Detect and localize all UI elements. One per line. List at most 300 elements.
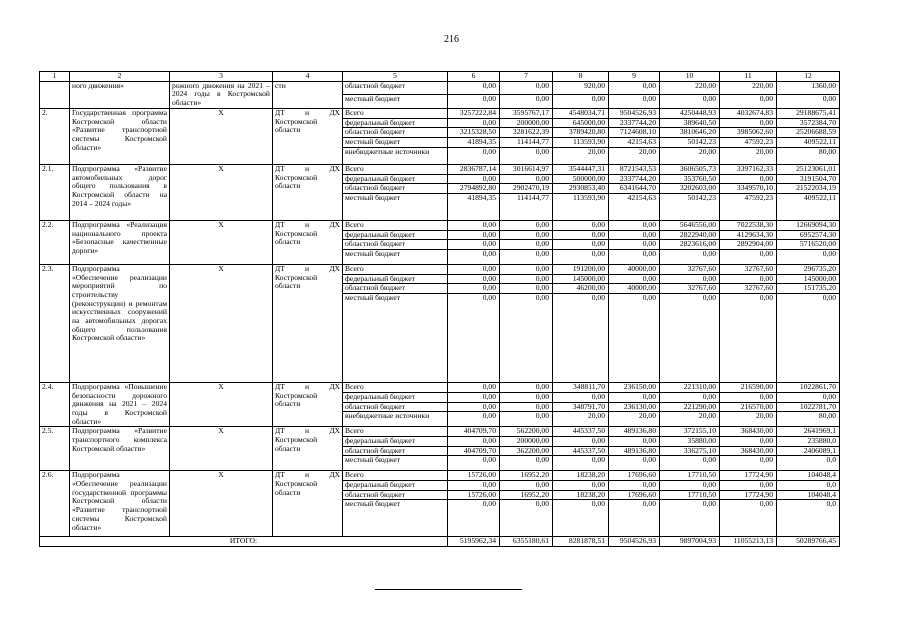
amount-cell: 0,00 [448, 500, 500, 537]
amount-cell: 17696,60 [609, 471, 660, 481]
amount-cell: 50142,23 [660, 193, 720, 220]
amount-cell: 0,00 [609, 500, 660, 537]
amount-cell: 32767,60 [720, 264, 777, 274]
amount-cell: 25123061,01 [777, 164, 840, 174]
amount-cell: 0,00 [448, 274, 500, 284]
amount-cell: 0,00 [660, 392, 720, 402]
amount-cell: 3215328,50 [448, 128, 500, 138]
amount-cell: 0,00 [500, 95, 553, 109]
funding-source: местный бюджет [343, 293, 448, 382]
funding-source: областной бюджет [343, 128, 448, 138]
amount-cell: 0,00 [720, 392, 777, 402]
amount-cell: 0,00 [448, 174, 500, 184]
funding-source: местный бюджет [343, 193, 448, 220]
amount-cell: 0,00 [553, 392, 609, 402]
program-name: Подпрограмма «Обеспечение реализации мероприятий по строительству (реконструкции) и ремонтам искусственных сооружений на автомобильных дорогах общего пользования Костромской области» [70, 264, 170, 382]
amount-cell: 0,00 [500, 284, 553, 294]
total-amount: 50289766,45 [777, 537, 840, 547]
amount-cell: 20,00 [553, 147, 609, 164]
table-body [40, 72, 840, 547]
funding-source: внебюджетные источники [343, 147, 448, 164]
amount-cell: 0,00 [609, 274, 660, 284]
funding-source: областной бюджет [343, 402, 448, 412]
amount-cell: 0,00 [500, 240, 553, 250]
amount-cell: 0,00 [500, 274, 553, 284]
amount-cell: 7022538,30 [720, 220, 777, 230]
amount-cell: 500000,00 [553, 174, 609, 184]
funding-source: федеральный бюджет [343, 481, 448, 491]
table-row [40, 427, 840, 437]
footer-divider [375, 589, 522, 590]
funding-source: областной бюджет [343, 446, 448, 456]
amount-cell: 562200,00 [500, 427, 553, 437]
amount-cell: 104048,4 [777, 490, 840, 500]
amount-cell: 0,00 [720, 95, 777, 109]
table-row [40, 108, 840, 118]
amount-cell: 42154,63 [609, 193, 660, 220]
amount-cell: 1022781,70 [777, 402, 840, 412]
amount-cell: 20,00 [609, 412, 660, 427]
total-amount: 9897004,93 [660, 537, 720, 547]
amount-cell: 17696,60 [609, 490, 660, 500]
amount-cell: 404709,70 [448, 427, 500, 437]
amount-cell: 0,00 [500, 412, 553, 427]
total-label: ИТОГО: [40, 537, 448, 547]
amount-cell: 445337,50 [553, 427, 609, 437]
amount-cell: 3789420,80 [553, 128, 609, 138]
amount-cell: 5716520,00 [777, 240, 840, 250]
amount-cell: 0,00 [500, 382, 553, 392]
amount-cell: 0,00 [660, 293, 720, 382]
amount-cell: 409522,11 [777, 137, 840, 147]
amount-cell: 0,00 [448, 249, 500, 264]
amount-cell: 9504526,93 [609, 108, 660, 118]
amount-cell: 0,00 [448, 382, 500, 392]
total-row [40, 537, 840, 547]
amount-cell: 3985062,60 [720, 128, 777, 138]
amount-cell: 220,00 [660, 81, 720, 95]
amount-cell: 3595767,17 [500, 108, 553, 118]
responsible: ДТ и ДХ Костромской области [273, 427, 343, 471]
amount-cell: 4548034,71 [553, 108, 609, 118]
row-number: 2.6. [40, 471, 70, 537]
amount-cell: 114144,77 [500, 137, 553, 147]
program-name: Подпрограмма «Развитие автомобильных дорог общего пользования в Костромской области на 2014 – 2024 годы» [70, 164, 170, 220]
responsible: ДТ и ДХ Костромской области [273, 471, 343, 537]
amount-cell: 221290,00 [660, 402, 720, 412]
amount-cell: 18238,20 [553, 490, 609, 500]
amount-cell: 29188675,41 [777, 108, 840, 118]
funding-source: Всего [343, 220, 448, 230]
amount-cell: 80,00 [777, 412, 840, 427]
total-amount: 9504526,93 [609, 537, 660, 547]
table-row [40, 264, 840, 274]
amount-cell: 0,00 [500, 500, 553, 537]
program-name: Подпрограмма «Развитие транспортного комплекса Костромской области» [70, 427, 170, 471]
amount-cell: 0,00 [500, 264, 553, 274]
amount-cell: 0,00 [609, 95, 660, 109]
amount-cell: 0,00 [500, 249, 553, 264]
amount-cell: 0,00 [720, 293, 777, 382]
program-name: Подпрограмма «Реализация национального проекта «Безопасные качественные дороги» [70, 220, 170, 264]
amount-cell: 368430,00 [720, 446, 777, 456]
funding-source: местный бюджет [343, 500, 448, 537]
amount-cell: 0,00 [448, 118, 500, 128]
program-name: Государственная программа Костромской области «Развитие транспортной системы Костромской области» [70, 108, 170, 164]
amount-cell: 645000,00 [553, 118, 609, 128]
amount-cell: 4250448,93 [660, 108, 720, 118]
amount-cell: 12669094,30 [777, 220, 840, 230]
amount-cell: 0,00 [448, 95, 500, 109]
amount-cell: 0,00 [609, 293, 660, 382]
amount-cell: 2836787,14 [448, 164, 500, 174]
amount-cell: 0,00 [448, 437, 500, 447]
amount-cell: 362200,00 [500, 446, 553, 456]
amount-cell: 32767,60 [660, 284, 720, 294]
amount-cell: 3349570,10 [720, 184, 777, 194]
amount-cell: 1022861,70 [777, 382, 840, 392]
amount-cell: 2892904,00 [720, 240, 777, 250]
page-number: 216 [444, 34, 459, 45]
amount-cell: 0,00 [553, 249, 609, 264]
amount-cell: 20,00 [720, 147, 777, 164]
amount-cell: 20,00 [660, 147, 720, 164]
amount-cell: 0,00 [660, 481, 720, 491]
amount-cell: 15726,00 [448, 490, 500, 500]
amount-cell: 348791,70 [553, 402, 609, 412]
amount-cell: 6952574,30 [777, 230, 840, 240]
amount-cell: 4129634,30 [720, 230, 777, 240]
amount-cell: 0,00 [609, 81, 660, 95]
amount-cell: 40000,00 [609, 264, 660, 274]
program-name: Подпрограмма «Повышение безопасности дорожного движения на 2021 – 2024 годы в Костромской области» [70, 382, 170, 427]
amount-cell: 0,00 [448, 392, 500, 402]
amount-cell: 3397162,33 [720, 164, 777, 174]
funding-source: областной бюджет [343, 284, 448, 294]
funding-source: федеральный бюджет [343, 118, 448, 128]
total-amount: 11055213,13 [720, 537, 777, 547]
amount-cell: 42154,63 [609, 137, 660, 147]
amount-cell: 0,00 [660, 249, 720, 264]
amount-cell: 0,00 [500, 456, 553, 471]
table-row [40, 382, 840, 392]
table-row [40, 471, 840, 481]
program-period: X [170, 264, 273, 382]
amount-cell: 0,00 [609, 437, 660, 447]
amount-cell: 0,00 [553, 481, 609, 491]
funding-source: местный бюджет [343, 249, 448, 264]
amount-cell: 16952,20 [500, 471, 553, 481]
amount-cell: 0,00 [500, 174, 553, 184]
amount-cell: 2930853,40 [553, 184, 609, 194]
column-number: 8 [553, 72, 609, 82]
amount-cell: 0,00 [609, 220, 660, 230]
amount-cell: 3257222,84 [448, 108, 500, 118]
amount-cell: 46200,00 [553, 284, 609, 294]
column-number: 6 [448, 72, 500, 82]
funding-source: местный бюджет [343, 456, 448, 471]
amount-cell: 236130,00 [609, 402, 660, 412]
row-number: 2.3. [40, 264, 70, 382]
amount-cell: 0,00 [609, 481, 660, 491]
amount-cell: 2406089,1 [777, 446, 840, 456]
funding-source: Всего [343, 382, 448, 392]
row-number: 2.1. [40, 164, 70, 220]
amount-cell: 32767,60 [660, 264, 720, 274]
amount-cell: 0,00 [720, 249, 777, 264]
amount-cell: 20,00 [553, 412, 609, 427]
amount-cell: 404709,70 [448, 446, 500, 456]
amount-cell: 20,00 [720, 412, 777, 427]
amount-cell: 0,0 [777, 481, 840, 491]
amount-cell: 445337,50 [553, 446, 609, 456]
column-number: 9 [609, 72, 660, 82]
amount-cell: 0,0 [777, 500, 840, 537]
amount-cell: 41894,35 [448, 137, 500, 147]
column-number: 11 [720, 72, 777, 82]
amount-cell: 920,00 [553, 81, 609, 95]
amount-cell: 0,00 [448, 456, 500, 471]
amount-cell: 17710,50 [660, 490, 720, 500]
amount-cell: 47592,23 [720, 137, 777, 147]
funding-source: федеральный бюджет [343, 437, 448, 447]
amount-cell: 0,00 [500, 481, 553, 491]
amount-cell: 0,00 [448, 284, 500, 294]
amount-cell: 0,00 [500, 293, 553, 382]
funding-source: федеральный бюджет [343, 392, 448, 402]
amount-cell: 0,00 [553, 500, 609, 537]
amount-cell: 220,00 [720, 81, 777, 95]
funding-source: областной бюджет [343, 81, 448, 95]
funding-source: Всего [343, 471, 448, 481]
program-period: X [170, 108, 273, 164]
funding-source: областной бюджет [343, 490, 448, 500]
amount-cell: 0,00 [720, 437, 777, 447]
amount-cell: 2641969,1 [777, 427, 840, 437]
amount-cell: 0,00 [500, 81, 553, 95]
amount-cell: 2823616,00 [660, 240, 720, 250]
amount-cell: 200000,00 [500, 437, 553, 447]
amount-cell: 2822940,00 [660, 230, 720, 240]
amount-cell: 296735,20 [777, 264, 840, 274]
amount-cell: 32767,60 [720, 284, 777, 294]
amount-cell: 2337744,20 [609, 118, 660, 128]
amount-cell: 353760,50 [660, 174, 720, 184]
amount-cell: 0,00 [448, 293, 500, 382]
responsible: ДТ и ДХ Костромской области [273, 382, 343, 427]
row-number: 2.5. [40, 427, 70, 471]
amount-cell: 2337744,20 [609, 174, 660, 184]
amount-cell: 1360,00 [777, 81, 840, 95]
amount-cell: 0,00 [553, 240, 609, 250]
budget-table [39, 71, 840, 547]
amount-cell: 113593,90 [553, 137, 609, 147]
responsible: ДТ и ДХ Костромской области [273, 220, 343, 264]
table-row [40, 81, 840, 95]
funding-source: Всего [343, 164, 448, 174]
funding-source: Всего [343, 427, 448, 437]
amount-cell: 5646556,00 [660, 220, 720, 230]
amount-cell: 35880,00 [660, 437, 720, 447]
amount-cell: 145000,00 [553, 274, 609, 284]
amount-cell: 4032674,83 [720, 108, 777, 118]
amount-cell: 151735,20 [777, 284, 840, 294]
column-number: 10 [660, 72, 720, 82]
column-number: 7 [500, 72, 553, 82]
amount-cell: 47592,23 [720, 193, 777, 220]
amount-cell: 0,00 [777, 249, 840, 264]
amount-cell: 0,00 [777, 392, 840, 402]
amount-cell: 0,00 [448, 81, 500, 95]
responsible: ДТ и ДХ Костромской области [273, 108, 343, 164]
amount-cell: 0,00 [609, 249, 660, 264]
amount-cell: 3016614,97 [500, 164, 553, 174]
amount-cell: 25206688,59 [777, 128, 840, 138]
amount-cell: 2902470,19 [500, 184, 553, 194]
amount-cell: 8721543,53 [609, 164, 660, 174]
amount-cell: 0,00 [720, 174, 777, 184]
column-number: 1 [40, 72, 70, 82]
amount-cell: 21522034,19 [777, 184, 840, 194]
program-period: X [170, 382, 273, 427]
amount-cell: 0,00 [777, 95, 840, 109]
responsible: сти [273, 81, 343, 108]
amount-cell: 0,00 [660, 274, 720, 284]
amount-cell: 15726,00 [448, 471, 500, 481]
amount-cell: 0,00 [660, 95, 720, 109]
amount-cell: 113593,90 [553, 193, 609, 220]
amount-cell: 0,00 [448, 230, 500, 240]
amount-cell: 3810646,20 [660, 128, 720, 138]
amount-cell: 216570,00 [720, 402, 777, 412]
amount-cell: 0,00 [500, 147, 553, 164]
amount-cell: 0,00 [609, 230, 660, 240]
program-name: ного движения» [70, 81, 170, 108]
amount-cell: 0,00 [500, 392, 553, 402]
amount-cell: 0,00 [553, 437, 609, 447]
amount-cell: 0,00 [609, 240, 660, 250]
amount-cell: 0,00 [660, 456, 720, 471]
amount-cell: 3191504,70 [777, 174, 840, 184]
program-name: Подпрограмма «Обеспечение реализации государственной программы Костромской области «Развитие транспортной системы Костромской области» [70, 471, 170, 537]
amount-cell: 0,00 [720, 481, 777, 491]
amount-cell: 200000,00 [500, 118, 553, 128]
amount-cell: 18238,20 [553, 471, 609, 481]
total-amount: 6355180,61 [500, 537, 553, 547]
funding-source: Всего [343, 108, 448, 118]
funding-source: местный бюджет [343, 137, 448, 147]
amount-cell: 409522,11 [777, 193, 840, 220]
amount-cell: 372155,10 [660, 427, 720, 437]
funding-source: внебюджетные источники [343, 412, 448, 427]
amount-cell: 3281622,39 [500, 128, 553, 138]
program-period: X [170, 427, 273, 471]
amount-cell: 0,00 [609, 456, 660, 471]
amount-cell: 7124608,10 [609, 128, 660, 138]
row-number: 2. [40, 108, 70, 164]
funding-source: федеральный бюджет [343, 274, 448, 284]
amount-cell: 80,00 [777, 147, 840, 164]
amount-cell: 0,00 [448, 402, 500, 412]
amount-cell: 20,00 [660, 412, 720, 427]
amount-cell: 0,00 [609, 392, 660, 402]
amount-cell: 0,00 [553, 293, 609, 382]
amount-cell: 389640,50 [660, 118, 720, 128]
funding-source: областной бюджет [343, 184, 448, 194]
funding-source: Всего [343, 264, 448, 274]
row-number: 2.2. [40, 220, 70, 264]
program-period: X [170, 220, 273, 264]
amount-cell: 0,00 [448, 481, 500, 491]
header-row [40, 72, 840, 82]
program-period: X [170, 164, 273, 220]
amount-cell: 17724,90 [720, 490, 777, 500]
funding-source: федеральный бюджет [343, 230, 448, 240]
amount-cell: 3572384,70 [777, 118, 840, 128]
amount-cell: 0,00 [720, 118, 777, 128]
amount-cell: 0,00 [448, 220, 500, 230]
amount-cell: 0,00 [660, 500, 720, 537]
amount-cell: 0,00 [500, 220, 553, 230]
total-amount: 8281878,51 [553, 537, 609, 547]
row-number: 2.4. [40, 382, 70, 427]
amount-cell: 40000,00 [609, 284, 660, 294]
column-number: 5 [343, 72, 448, 82]
amount-cell: 0,00 [553, 230, 609, 240]
amount-cell: 0,00 [448, 147, 500, 164]
column-number: 4 [273, 72, 343, 82]
amount-cell: 0,00 [448, 240, 500, 250]
amount-cell: 0,00 [720, 274, 777, 284]
amount-cell: 0,00 [448, 412, 500, 427]
amount-cell: 0,00 [553, 456, 609, 471]
amount-cell: 3544447,31 [553, 164, 609, 174]
amount-cell: 2794892,80 [448, 184, 500, 194]
total-amount: 5195962,34 [448, 537, 500, 547]
amount-cell: 235880,0 [777, 437, 840, 447]
amount-cell: 3606505,73 [660, 164, 720, 174]
amount-cell: 0,00 [777, 293, 840, 382]
funding-source: областной бюджет [343, 240, 448, 250]
column-number: 12 [777, 72, 840, 82]
amount-cell: 114144,77 [500, 193, 553, 220]
amount-cell: 236150,00 [609, 382, 660, 392]
column-number: 2 [70, 72, 170, 82]
responsible: ДТ и ДХ Костромской области [273, 164, 343, 220]
amount-cell: 0,00 [720, 500, 777, 537]
amount-cell: 221310,00 [660, 382, 720, 392]
amount-cell: 368430,00 [720, 427, 777, 437]
amount-cell: 104048,4 [777, 471, 840, 481]
amount-cell: 145000,00 [777, 274, 840, 284]
amount-cell: 489136,80 [609, 427, 660, 437]
amount-cell: 0,00 [500, 402, 553, 412]
amount-cell: 16952,20 [500, 490, 553, 500]
amount-cell: 17710,50 [660, 471, 720, 481]
amount-cell: 0,0 [777, 456, 840, 471]
amount-cell: 191200,00 [553, 264, 609, 274]
amount-cell: 6341644,70 [609, 184, 660, 194]
amount-cell: 348811,70 [553, 382, 609, 392]
amount-cell: 3202603,00 [660, 184, 720, 194]
amount-cell: 0,00 [720, 456, 777, 471]
amount-cell: 0,00 [553, 220, 609, 230]
amount-cell: 50142,23 [660, 137, 720, 147]
row-number [40, 81, 70, 108]
funding-source: федеральный бюджет [343, 174, 448, 184]
amount-cell: 0,00 [448, 264, 500, 274]
amount-cell: 489136,80 [609, 446, 660, 456]
